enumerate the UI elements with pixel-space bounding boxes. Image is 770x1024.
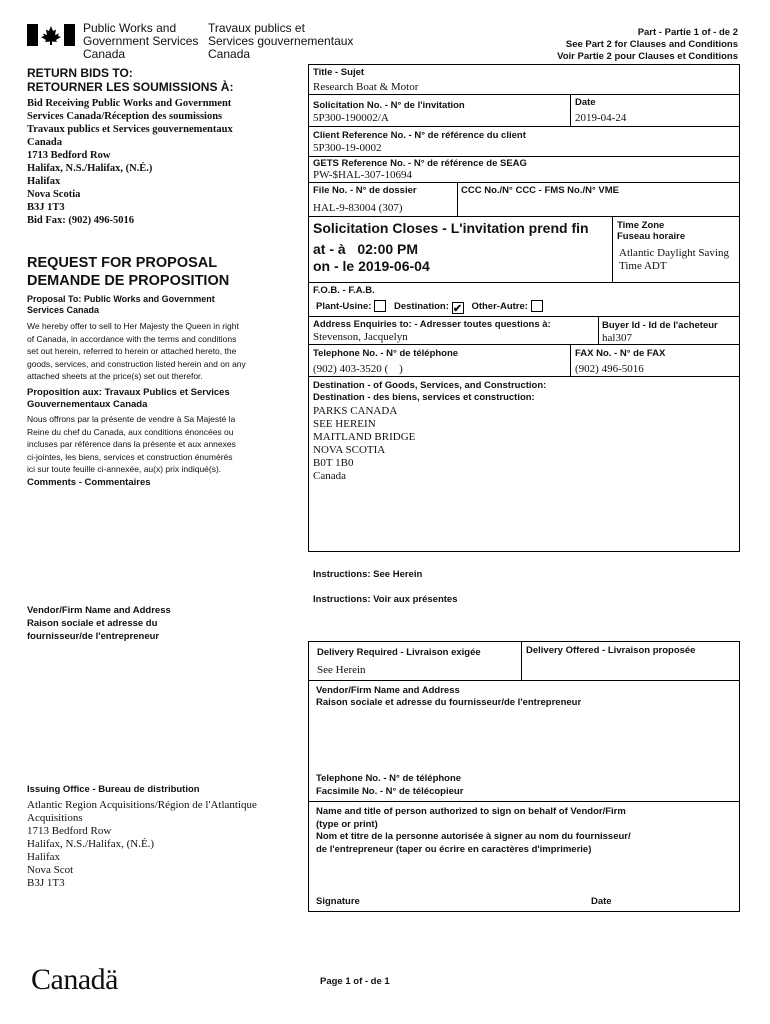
closing-date: on - le 2019-06-04 bbox=[313, 258, 430, 274]
address-enquiries-label: Address Enquiries to: - Adresser toutes questions à: bbox=[313, 319, 551, 330]
delivery-required-value: See Herein bbox=[317, 664, 366, 676]
closing-time: at - à 02:00 PM bbox=[313, 241, 419, 257]
buyer-id-label: Buyer Id - Id de l'acheteur bbox=[602, 320, 718, 331]
signer-name-label: Name and title of person authorized to sign on behalf of Vendor/Firm (type or print) Nom et titre de la personne autorisée à signer au nom du fournisseur/ de l'entrepreneur (taper ou écrire en caractères d'imprimerie) bbox=[316, 806, 631, 855]
instructions-en: Instructions: See Herein bbox=[313, 569, 423, 580]
client-reference-value: 5P300-19-0002 bbox=[313, 142, 382, 154]
return-bids-title: RETURN BIDS TO: RETOURNER LES SOUMISSIONS À: bbox=[27, 66, 234, 94]
department-name-en: Public Works and Government Services Canada bbox=[83, 21, 199, 61]
signature-date-label: Date bbox=[591, 896, 612, 907]
vendor-telephone-label: Telephone No. - N° de téléphone Facsimile No. - N° de télécopieur bbox=[316, 773, 464, 797]
time-zone-label: Time Zone Fuseau horaire bbox=[617, 220, 686, 242]
vendor-firm-label-left: Vendor/Firm Name and Address Raison sociale et adresse du fournisseur/de l'entrepreneur bbox=[27, 605, 171, 642]
vendor-firm-label: Vendor/Firm Name and Address Raison sociale et adresse du fournisseur/de l'entrepreneur bbox=[316, 685, 582, 708]
file-number-label: File No. - N° de dossier bbox=[313, 185, 417, 196]
delivery-offered-label: Delivery Offered - Livraison proposée bbox=[526, 645, 696, 656]
delivery-required-label: Delivery Required - Livraison exigée bbox=[317, 647, 481, 658]
address-enquiries-value: Stevenson, Jacquelyn bbox=[313, 331, 408, 343]
part-indicator: Part - Partie 1 of - de 2 See Part 2 for Clauses and Conditions Voir Partie 2 pour Clauses et Conditions bbox=[557, 27, 738, 62]
proposal-to-label: Proposal To: Public Works and Government Services Canada bbox=[27, 294, 215, 315]
comments-label: Comments - Commentaires bbox=[27, 477, 151, 488]
telephone-label: Telephone No. - N° de téléphone bbox=[313, 348, 459, 359]
return-bids-address: Bid Receiving Public Works and Government Services Canada/Réception des soumissions Travaux publics et Services gouvernementaux Canada 1713 Bedford Row Halifax, N.S./Halifax, (N.É.) Halifax Nova Scotia B3J 1T3 Bid Fax: (902) 496-5016 bbox=[27, 98, 233, 226]
destination-label: Destination - of Goods, Services, and Construction: Destination - des biens, services et construction: bbox=[313, 380, 547, 403]
proposition-text-fr: Nous offrons par la présente de vendre à Sa Majesté la Reine du chef du Canada, aux conditions énoncées ou incluses par référence dans la présente et aux annexes ci-jointes, les biens, services et construction énumérés ici sur toute feuille ci-annexée, au(x) prix indiqué(s). bbox=[27, 414, 236, 474]
vendor-fax-label: Facsimile No. - N° de télécopieur bbox=[316, 786, 464, 797]
date-value: 2019-04-24 bbox=[575, 112, 627, 124]
time-zone-value: Atlantic Daylight Saving Time ADT bbox=[619, 247, 729, 272]
issuing-office-address: Atlantic Region Acquisitions/Région de l'Atlantique Acquisitions 1713 Bedford Row Halifax, N.S./Halifax, (N.É.) Halifax Nova Scot B3J 1T3 bbox=[27, 799, 257, 889]
fax-value: (902) 496-5016 bbox=[575, 363, 644, 375]
page-number: Page 1 of - de 1 bbox=[320, 976, 390, 987]
gets-reference-value: PW-$HAL-307-10694 bbox=[313, 169, 412, 181]
fob-options: Plant-Usine: Destination: ✔ Other-Autre: bbox=[316, 300, 543, 314]
maple-leaf-flag-icon bbox=[27, 24, 75, 46]
closing-time-value: 02:00 PM bbox=[357, 241, 419, 257]
government-flag-logo bbox=[27, 24, 75, 46]
plant-checkbox[interactable] bbox=[374, 300, 386, 312]
rfp-title: REQUEST FOR PROPOSAL DEMANDE DE PROPOSITION bbox=[27, 255, 230, 289]
fax-label: FAX No. - N° de FAX bbox=[575, 348, 666, 359]
instructions-fr: Instructions: Voir aux présentes bbox=[313, 594, 458, 605]
closing-date-value: 2019-06-04 bbox=[358, 258, 430, 274]
signature-label: Signature bbox=[316, 896, 360, 907]
solicitation-closes-title: Solicitation Closes - L'invitation prend fin bbox=[313, 220, 589, 236]
client-reference-label: Client Reference No. - N° de référence du client bbox=[313, 130, 526, 141]
destination-address: PARKS CANADA SEE HEREIN MAITLAND BRIDGE NOVA SCOTIA B0T 1B0 Canada bbox=[313, 405, 416, 482]
title-label: Title - Sujet bbox=[313, 67, 365, 78]
canada-wordmark: Canadä bbox=[31, 963, 118, 996]
proposition-label: Proposition aux: Travaux Publics et Services Gouvernementaux Canada bbox=[27, 387, 230, 410]
other-checkbox[interactable] bbox=[531, 300, 543, 312]
gets-reference-label: GETS Reference No. - N° de référence de SEAG bbox=[313, 158, 527, 169]
solicitation-number-label: Solicitation No. - N° de l'invitation bbox=[313, 100, 465, 111]
buyer-id-value: hal307 bbox=[602, 332, 632, 344]
proposal-text-en: We hereby offer to sell to Her Majesty the Queen in right of Canada, in accordance with the terms and conditions set out herein, referred to herein or attached hereto, the goods, services, and construction listed herein and on any attached sheets at the price(s) set out therefor. bbox=[27, 321, 246, 381]
solicitation-number-value: 5P300-190002/A bbox=[313, 112, 389, 124]
destination-checkbox[interactable]: ✔ bbox=[452, 303, 463, 315]
telephone-value: (902) 403-3520 ( ) bbox=[313, 363, 403, 375]
fob-label: F.O.B. - F.A.B. bbox=[313, 285, 375, 296]
ccc-number-label: CCC No./N° CCC - FMS No./N° VME bbox=[461, 185, 620, 196]
issuing-office-label: Issuing Office - Bureau de distribution bbox=[27, 784, 200, 795]
file-number-value: HAL-9-83004 (307) bbox=[313, 202, 403, 214]
title-value: Research Boat & Motor bbox=[313, 81, 419, 93]
date-label: Date bbox=[575, 97, 596, 108]
department-name-fr: Travaux publics et Services gouvernementaux Canada bbox=[208, 21, 354, 61]
